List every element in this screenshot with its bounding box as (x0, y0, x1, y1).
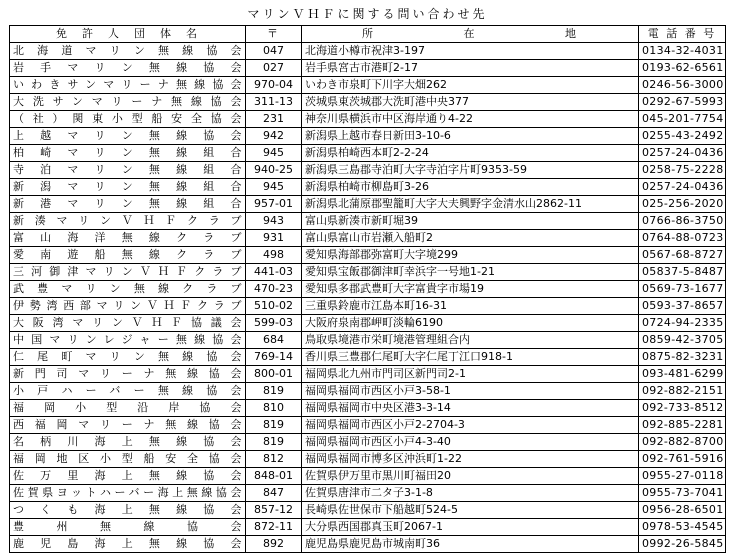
row-name: 鹿児島海上無線協会 (10, 536, 246, 553)
row-address: 福岡県福岡市西区小戸3-58-1 (302, 383, 639, 400)
row-name: 大阪湾マリンＶＨＦ協議会 (10, 315, 246, 332)
table-row (10, 417, 726, 434)
row-name: 伊勢湾西部マリンＶＨＦクラブ (10, 298, 246, 315)
row-name: （社）関東小型船安全協会 (10, 111, 246, 128)
row-zip: 943 (246, 213, 302, 230)
row-zip: 599-03 (246, 315, 302, 332)
row-tel: 0258-75-2228 (639, 162, 726, 179)
row-tel: 0766-86-3750 (639, 213, 726, 230)
table-row (10, 60, 726, 77)
row-name: 小戸ハーバー無線協会 (10, 383, 246, 400)
row-zip: 470-23 (246, 281, 302, 298)
row-zip: 311-13 (246, 94, 302, 111)
row-name: 福岡小型沿岸協会 (10, 400, 246, 417)
row-name: 愛南遊船無線クラブ (10, 247, 246, 264)
row-zip: 819 (246, 383, 302, 400)
row-address: 茨城県東茨城郡大洗町港中央377 (302, 94, 639, 111)
row-tel: 0956-28-6501 (639, 502, 726, 519)
table-row (10, 162, 726, 179)
row-address: 三重県鈴鹿市江島本町16-31 (302, 298, 639, 315)
row-tel: 092-885-2281 (639, 417, 726, 434)
row-address: 鹿児島県鹿児島市城南町36 (302, 536, 639, 553)
row-tel: 0955-27-0118 (639, 468, 726, 485)
table-row (10, 536, 726, 553)
row-tel: 0292-67-5993 (639, 94, 726, 111)
row-tel: 092-882-2151 (639, 383, 726, 400)
table-header-row (10, 26, 726, 43)
row-name: 豊州無線協会 (10, 519, 246, 536)
row-zip: 810 (246, 400, 302, 417)
row-name: 西福岡マリーナ無線協会 (10, 417, 246, 434)
row-zip: 945 (246, 145, 302, 162)
row-zip: 857-12 (246, 502, 302, 519)
table-row (10, 128, 726, 145)
header-address-right: 地 (565, 27, 578, 40)
row-zip: 957-01 (246, 196, 302, 213)
row-tel: 05837-5-8487 (639, 264, 726, 281)
table-row (10, 366, 726, 383)
row-address: 福岡県福岡市西区小戸2-2704-3 (302, 417, 639, 434)
row-tel: 092-761-5916 (639, 451, 726, 468)
row-zip: 812 (246, 451, 302, 468)
row-name: つくも海上無線協会 (10, 502, 246, 519)
row-name: 新港マリン無線組合 (10, 196, 246, 213)
row-tel: 0246-56-3000 (639, 77, 726, 94)
row-tel: 092-733-8512 (639, 400, 726, 417)
row-tel: 045-201-7754 (639, 111, 726, 128)
row-name: 佐賀県ヨットハーバー海上無線協会 (10, 485, 246, 502)
row-address: いわき市泉町下川字大畑262 (302, 77, 639, 94)
row-name: 中国マリンレジャー無線協会 (10, 332, 246, 349)
row-tel: 0567-68-8727 (639, 247, 726, 264)
table-row (10, 315, 726, 332)
row-address: 愛知県多郡武豊町大字富貴字市場19 (302, 281, 639, 298)
table-row (10, 230, 726, 247)
row-name: 新潟マリン無線組合 (10, 179, 246, 196)
table-row (10, 502, 726, 519)
table-row (10, 145, 726, 162)
row-zip: 498 (246, 247, 302, 264)
row-zip: 892 (246, 536, 302, 553)
row-address: 新潟県上越市春日新田3-10-6 (302, 128, 639, 145)
row-address: 福岡県北九州市門司区新門司2-1 (302, 366, 639, 383)
table-row (10, 77, 726, 94)
table-row (10, 94, 726, 111)
row-zip: 047 (246, 43, 302, 60)
table-row (10, 111, 726, 128)
table-row (10, 383, 726, 400)
row-tel: 092-882-8700 (639, 434, 726, 451)
table-row (10, 349, 726, 366)
row-name: 富山海洋無線クラブ (10, 230, 246, 247)
row-zip: 872-11 (246, 519, 302, 536)
table-row (10, 213, 726, 230)
row-zip: 819 (246, 434, 302, 451)
row-name: 佐万里海上無線協会 (10, 468, 246, 485)
row-name: 三河御津マリンＶＨＦクラブ (10, 264, 246, 281)
row-address: 神奈川県横浜市中区海岸通り4-22 (302, 111, 639, 128)
row-address: 大阪府泉南郡岬町淡輪6190 (302, 315, 639, 332)
row-address: 佐賀県唐津市二タ子3-1-8 (302, 485, 639, 502)
table-row (10, 247, 726, 264)
row-address: 富山県新湊市新町堀39 (302, 213, 639, 230)
row-tel: 0255-43-2492 (639, 128, 726, 145)
row-zip: 940-25 (246, 162, 302, 179)
table-row (10, 298, 726, 315)
row-name: 大洗サンマリーナ無線協会 (10, 94, 246, 111)
row-address: 大分県西国郡真玉町2067-1 (302, 519, 639, 536)
table-row (10, 332, 726, 349)
row-tel: 0859-42-3705 (639, 332, 726, 349)
row-tel: 0724-94-2335 (639, 315, 726, 332)
row-zip: 931 (246, 230, 302, 247)
row-tel: 0569-73-1677 (639, 281, 726, 298)
row-name: 新門司マリーナ無線協会 (10, 366, 246, 383)
row-zip: 848-01 (246, 468, 302, 485)
row-name: 武豊マリン無線クラブ (10, 281, 246, 298)
row-zip: 945 (246, 179, 302, 196)
row-address: 福岡県福岡市中央区港3-3-14 (302, 400, 639, 417)
row-address: 新潟県三島郡寺泊町大字寺泊字片町9353-59 (302, 162, 639, 179)
table-row (10, 179, 726, 196)
row-address: 岩手県宮古市港町2-17 (302, 60, 639, 77)
header-tel: 電 話 番 号 (639, 26, 726, 43)
row-tel: 025-256-2020 (639, 196, 726, 213)
header-address-left: 所 (362, 27, 417, 40)
row-address: 富山県富山市岩瀬入船町2 (302, 230, 639, 247)
row-tel: 0257-24-0436 (639, 179, 726, 196)
row-address: 長崎県佐世保市下船越町524-5 (302, 502, 639, 519)
row-tel: 0193-62-6561 (639, 60, 726, 77)
row-address: 福岡県福岡市博多区沖浜町1-22 (302, 451, 639, 468)
row-address: 佐賀県伊万里市黒川町福田20 (302, 468, 639, 485)
table-row (10, 519, 726, 536)
row-zip: 769-14 (246, 349, 302, 366)
row-address: 鳥取県境港市栄町境港管理組合内 (302, 332, 639, 349)
table-row (10, 43, 726, 60)
row-name: 仁尾町マリン無線協会 (10, 349, 246, 366)
row-name: 柏崎マリン無線組合 (10, 145, 246, 162)
row-zip: 231 (246, 111, 302, 128)
row-zip: 970-04 (246, 77, 302, 94)
row-tel: 0875-82-3231 (639, 349, 726, 366)
row-name: 福岡地区小型船安全協会 (10, 451, 246, 468)
table-row (10, 400, 726, 417)
row-zip: 800-01 (246, 366, 302, 383)
row-address: 新潟県北蒲原郡聖籠町大字大夫興野字金清水山2862-11 (302, 196, 639, 213)
table-row (10, 468, 726, 485)
row-name: 名柄川海上無線協会 (10, 434, 246, 451)
row-address: 愛知県海部郡弥富町大字境299 (302, 247, 639, 264)
row-address: 香川県三豊郡仁尾町大字仁尾丁江口918-1 (302, 349, 639, 366)
page-title: マリンＶＨＦに関する問い合わせ先 (247, 7, 488, 21)
row-name: 岩手マリン無線協会 (10, 60, 246, 77)
row-zip: 819 (246, 417, 302, 434)
table-row (10, 434, 726, 451)
row-zip: 027 (246, 60, 302, 77)
table-row (10, 485, 726, 502)
header-address-mid: 在 (463, 27, 518, 40)
row-zip: 441-03 (246, 264, 302, 281)
row-tel: 0593-37-8657 (639, 298, 726, 315)
row-zip: 684 (246, 332, 302, 349)
row-name: 新湊マリンＶＨＦクラブ (10, 213, 246, 230)
row-tel: 093-481-6299 (639, 366, 726, 383)
row-address: 北海道小樽市祝津3-197 (302, 43, 639, 60)
table-row (10, 196, 726, 213)
row-tel: 0978-53-4545 (639, 519, 726, 536)
table-row (10, 451, 726, 468)
row-tel: 0955-73-7041 (639, 485, 726, 502)
contact-table (9, 25, 726, 553)
header-address (302, 26, 639, 43)
row-name: 上越マリン無線協会 (10, 128, 246, 145)
row-tel: 0992-26-5845 (639, 536, 726, 553)
row-tel: 0257-24-0436 (639, 145, 726, 162)
row-address: 新潟県柏崎西本町2-2-24 (302, 145, 639, 162)
row-address: 福岡県福岡市西区小戸4-3-40 (302, 434, 639, 451)
table-row (10, 264, 726, 281)
row-tel: 0134-32-4031 (639, 43, 726, 60)
row-zip: 942 (246, 128, 302, 145)
row-zip: 847 (246, 485, 302, 502)
header-zip: 〒 (246, 26, 302, 43)
row-name: いわきサンマリーナ無線協会 (10, 77, 246, 94)
row-name: 北海道マリン無線協会 (10, 43, 246, 60)
row-zip: 510-02 (246, 298, 302, 315)
table-row (10, 281, 726, 298)
row-tel: 0764-88-0723 (639, 230, 726, 247)
row-address: 愛知県宝飯郡御津町幸浜字一号地1-21 (302, 264, 639, 281)
header-name: 免 許 人 団 体 名 (10, 26, 246, 43)
row-name: 寺泊マリン無線組合 (10, 162, 246, 179)
row-address: 新潟県柏崎市柳島町3-26 (302, 179, 639, 196)
